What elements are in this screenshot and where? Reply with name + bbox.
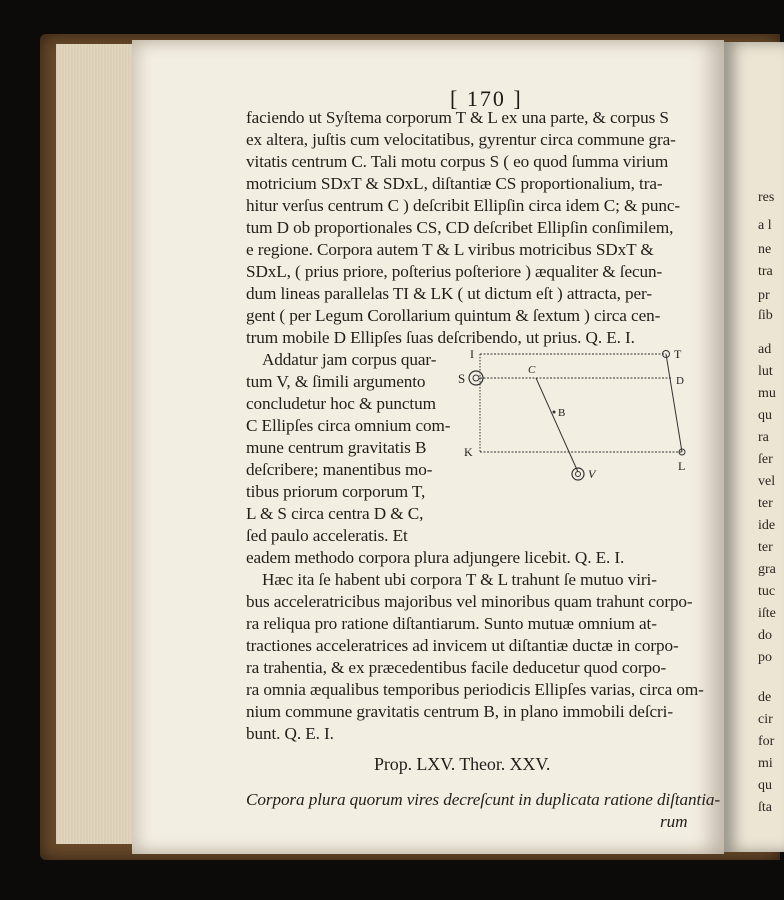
- facing-fragment: res: [758, 190, 775, 205]
- label-I: I: [470, 347, 474, 361]
- facing-fragment: ra: [758, 430, 769, 445]
- label-T: T: [674, 347, 682, 361]
- text-line: motricium SDxT & SDxL, diſtantiæ CS proportionalium, tra-: [246, 174, 663, 193]
- label-K: K: [464, 445, 473, 459]
- body-V-core: [576, 472, 581, 477]
- facing-fragment: for: [758, 734, 775, 749]
- text-line: trum mobile D Ellipſes ſuas deſcribendo, ut prius. Q. E. I.: [246, 328, 635, 347]
- text-line: mune centrum gravitatis B: [246, 438, 427, 457]
- text-line: bus acceleratricibus majoribus vel minoribus quam trahunt corpo-: [246, 592, 693, 611]
- catchword: rum: [660, 812, 688, 831]
- facing-fragment: ide: [758, 518, 776, 533]
- label-D: D: [676, 375, 684, 387]
- text-line: ra reliqua pro ratione diſtantiarum. Sunto mutuæ omnium at-: [246, 614, 657, 633]
- label-V: V: [588, 467, 596, 481]
- facing-fragment: vel: [758, 474, 776, 489]
- label-B: B: [558, 407, 566, 419]
- text-line: gent ( per Legum Corollarium quintum & ſextum ) circa cen-: [246, 306, 661, 325]
- point-B: [553, 411, 556, 414]
- text-line: vitatis centrum C. Tali motu corpus S ( eo quod ſumma virium: [246, 152, 669, 171]
- facing-fragment: a l: [758, 218, 772, 233]
- facing-fragment: ſib: [758, 308, 773, 323]
- body-S-core: [473, 375, 479, 381]
- facing-fragment: de: [758, 690, 772, 705]
- facing-fragment: do: [758, 628, 772, 643]
- label-C: C: [528, 364, 536, 376]
- label-S: S: [458, 371, 466, 386]
- text-line: tibus priorum corporum T,: [246, 482, 426, 501]
- facing-fragment: gra: [758, 562, 776, 577]
- text-line: tum V, & ſimili argumento: [246, 372, 426, 391]
- facing-fragment: pr: [758, 288, 770, 303]
- text-line: C Ellipſes circa omnium com-: [246, 416, 451, 435]
- geometry-diagram: [458, 340, 698, 490]
- text-line: SDxL, ( prius priore, poſterius poſteriore ) æqualiter & ſecun-: [246, 262, 663, 281]
- label-L: L: [678, 459, 686, 473]
- facing-fragment: tuc: [758, 584, 776, 599]
- text-line: ſed paulo acceleratis. Et: [246, 526, 408, 545]
- page-edges: [56, 44, 136, 844]
- facing-fragment: mi: [758, 756, 773, 771]
- line-CV: [536, 378, 578, 472]
- text-line: ex altera, juſtis cum velocitatibus, gyrentur circa commune gra-: [246, 130, 676, 149]
- text-line: hitur verſus centrum C ) deſcribit Ellipſin circa idem C; & punc-: [246, 196, 681, 215]
- facing-fragment: ne: [758, 242, 772, 257]
- facing-fragment: cir: [758, 712, 773, 727]
- text-line: L & S circa centra D & C,: [246, 504, 424, 523]
- text-line: bunt. Q. E. I.: [246, 724, 334, 743]
- facing-fragment: ter: [758, 540, 773, 555]
- proposition-statement: Corpora plura quorum vires decreſcunt in duplicata ratione diſtantia-: [246, 790, 720, 809]
- facing-fragment: qu: [758, 408, 772, 423]
- facing-fragment: po: [758, 650, 772, 665]
- facing-fragment: ſer: [758, 452, 773, 467]
- text-line: concludetur hoc & punctum: [246, 394, 436, 413]
- text-line: e regione. Corpora autem T & L viribus motricibus SDxT &: [246, 240, 654, 259]
- text-line: ra trahentia, & ex præcedentibus facile deducetur quod corpo-: [246, 658, 667, 677]
- text-line: eadem methodo corpora plura adjungere licebit. Q. E. I.: [246, 548, 625, 567]
- text-line: tum D ob proportionales CS, CD deſcribet Ellipſin conſimilem,: [246, 218, 674, 237]
- line-TL: [666, 354, 682, 452]
- text-line: ra omnia æqualibus temporibus periodicis Ellipſes varias, circa om-: [246, 680, 704, 699]
- text-line: Addatur jam corpus quar-: [262, 350, 437, 369]
- text-line: tractiones acceleratrices ad invicem ut diſtantiæ ductæ in corpo-: [246, 636, 679, 655]
- facing-fragment: tra: [758, 264, 773, 279]
- facing-fragment: ter: [758, 496, 773, 511]
- facing-fragment: qu: [758, 778, 772, 793]
- proposition-title: Prop. LXV. Theor. XXV.: [374, 754, 551, 774]
- facing-fragment: mu: [758, 386, 776, 401]
- facing-page: [724, 42, 784, 852]
- text-line: faciendo ut Syſtema corporum T & L ex una parte, & corpus S: [246, 108, 669, 127]
- text-line: deſcribere; manentibus mo-: [246, 460, 433, 479]
- text-line: Hæc ita ſe habent ubi corpora T & L trahunt ſe mutuo viri-: [262, 570, 657, 589]
- facing-fragment: ad: [758, 342, 772, 357]
- body-V: [572, 468, 584, 480]
- text-line: nium commune gravitatis centrum B, in plano immobili deſcri-: [246, 702, 673, 721]
- facing-fragment: lut: [758, 364, 773, 379]
- page-number: [ 170 ]: [450, 86, 523, 111]
- facing-fragment: ſta: [758, 800, 772, 815]
- text-line: dum lineas parallelas TI & LK ( ut dictum eſt ) attracta, per-: [246, 284, 652, 303]
- facing-fragment: iſte: [758, 606, 776, 621]
